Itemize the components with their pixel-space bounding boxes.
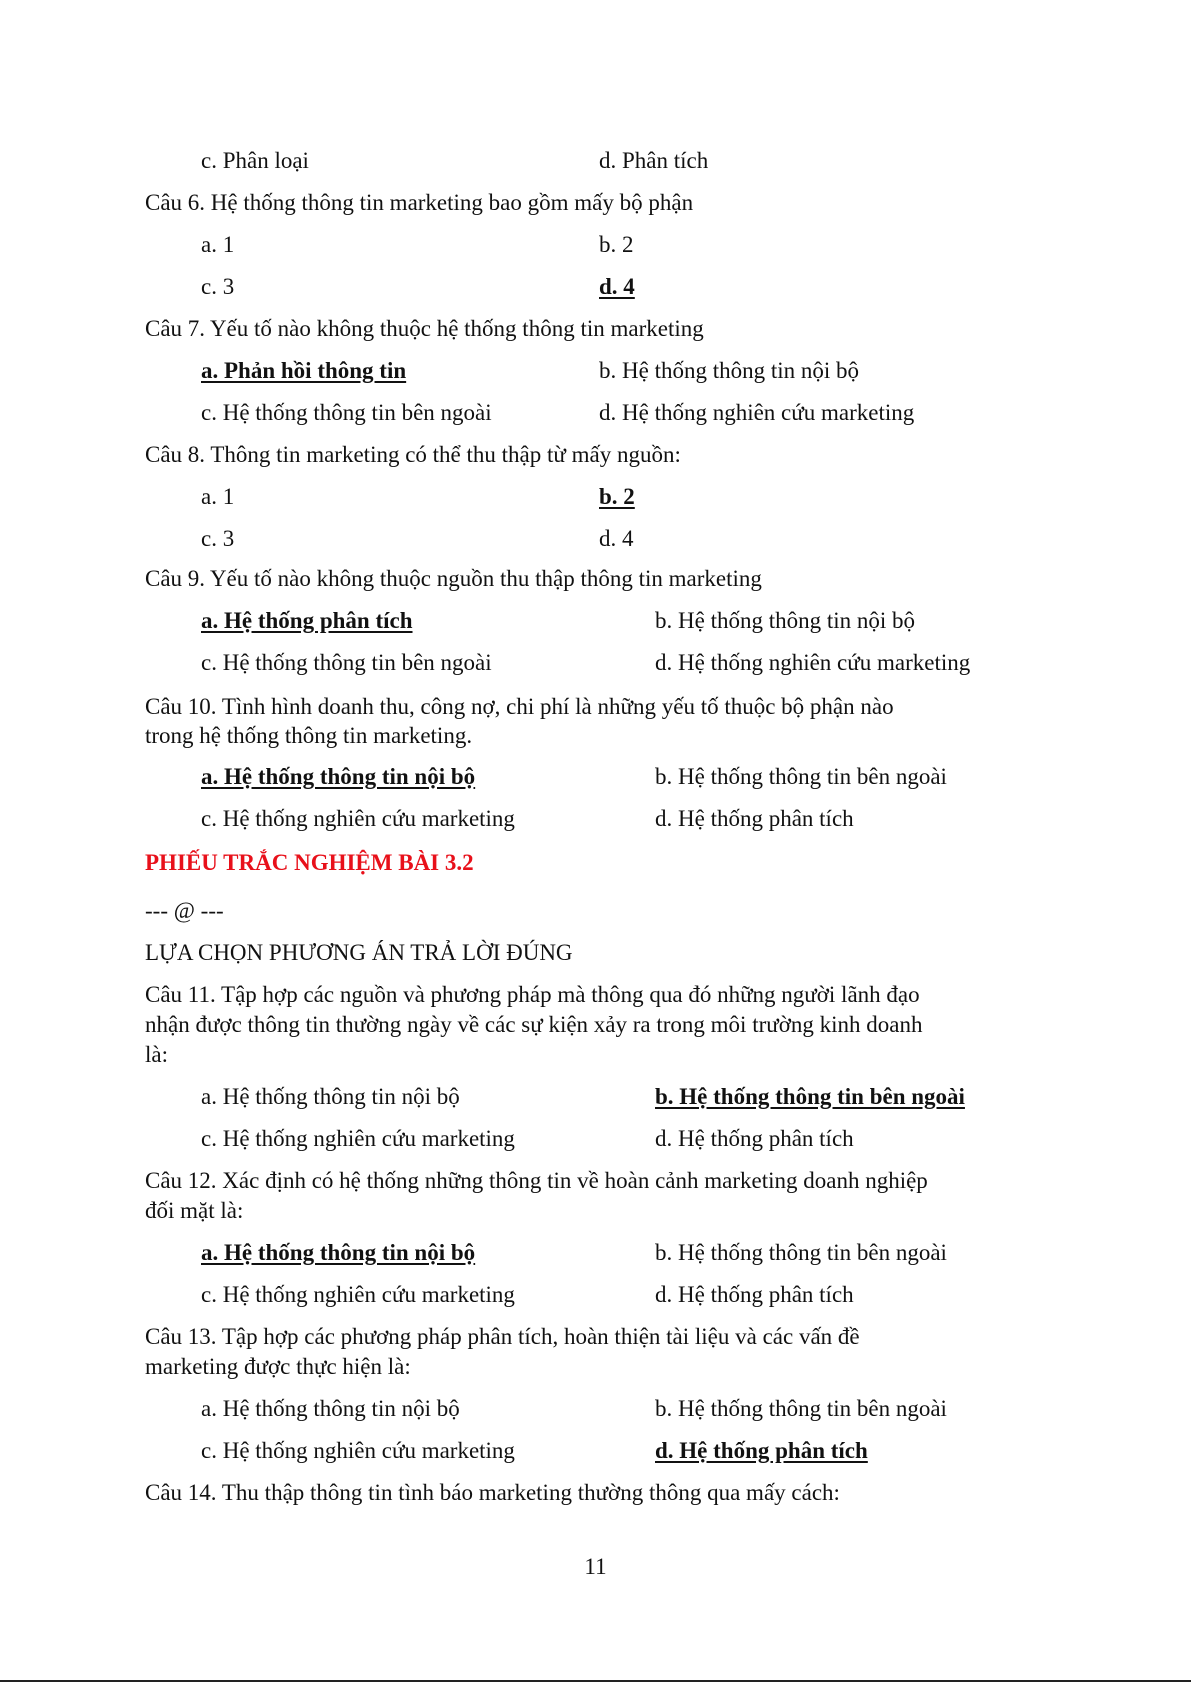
- q12-option-d: d. Hệ thống phân tích: [655, 1282, 854, 1307]
- q6-option-d-correct: d. 4: [599, 274, 635, 299]
- q5-option-d: d. Phân tích: [599, 148, 709, 173]
- q10-option-b: b. Hệ thống thông tin bên ngoài: [655, 764, 947, 789]
- q13-option-d-correct: d. Hệ thống phân tích: [655, 1438, 868, 1463]
- q6-question: Câu 6. Hệ thống thông tin marketing bao gồm mấy bộ phận: [145, 190, 694, 215]
- q8-option-b-correct: b. 2: [599, 484, 635, 509]
- section-instruction: LỰA CHỌN PHƯƠNG ÁN TRẢ LỜI ĐÚNG: [145, 940, 573, 965]
- q6-option-b: b. 2: [599, 232, 634, 257]
- q12-question-line-2: đối mặt là:: [145, 1198, 244, 1223]
- q9-option-d: d. Hệ thống nghiên cứu marketing: [655, 650, 971, 675]
- q11-option-d: d. Hệ thống phân tích: [655, 1126, 854, 1151]
- q12-option-c: c. Hệ thống nghiên cứu marketing: [201, 1282, 515, 1307]
- q9-option-a-correct: a. Hệ thống phân tích: [201, 608, 413, 633]
- q5-option-c: c. Phân loại: [201, 148, 309, 173]
- q11-question-line-1: Câu 11. Tập hợp các nguồn và phương pháp mà thông qua đó những người lãnh đạo: [145, 982, 920, 1007]
- q12-option-a-correct: a. Hệ thống thông tin nội bộ: [201, 1240, 476, 1265]
- q13-option-b: b. Hệ thống thông tin bên ngoài: [655, 1396, 947, 1421]
- q11-option-a: a. Hệ thống thông tin nội bộ: [201, 1084, 460, 1109]
- q13-question-line-1: Câu 13. Tập hợp các phương pháp phân tích, hoàn thiện tài liệu và các vấn đề: [145, 1324, 860, 1349]
- section-separator: --- @ ---: [145, 898, 224, 923]
- q7-question: Câu 7. Yếu tố nào không thuộc hệ thống thông tin marketing: [145, 316, 704, 341]
- page-number: 11: [584, 1554, 607, 1579]
- bottom-rule: [0, 1680, 1191, 1682]
- q11-option-b-correct: b. Hệ thống thông tin bên ngoài: [655, 1084, 965, 1109]
- q13-question-line-2: marketing được thực hiện là:: [145, 1354, 411, 1379]
- q12-question-line-1: Câu 12. Xác định có hệ thống những thông tin về hoàn cảnh marketing doanh nghiệp: [145, 1168, 928, 1193]
- q10-option-d: d. Hệ thống phân tích: [655, 806, 854, 831]
- q8-option-d: d. 4: [599, 526, 634, 551]
- q9-option-c: c. Hệ thống thông tin bên ngoài: [201, 650, 492, 675]
- q7-option-b: b. Hệ thống thông tin nội bộ: [599, 358, 860, 383]
- q12-option-b: b. Hệ thống thông tin bên ngoài: [655, 1240, 947, 1265]
- q10-question-line-1: Câu 10. Tình hình doanh thu, công nợ, chi phí là những yếu tố thuộc bộ phận nào: [145, 694, 894, 719]
- q11-option-c: c. Hệ thống nghiên cứu marketing: [201, 1126, 515, 1151]
- q8-option-c: c. 3: [201, 526, 235, 551]
- q13-option-c: c. Hệ thống nghiên cứu marketing: [201, 1438, 515, 1463]
- q7-option-c: c. Hệ thống thông tin bên ngoài: [201, 400, 492, 425]
- q14-question: Câu 14. Thu thập thông tin tình báo marketing thường thông qua mấy cách:: [145, 1480, 840, 1505]
- q6-option-c: c. 3: [201, 274, 235, 299]
- q11-question-line-3: là:: [145, 1042, 168, 1067]
- q10-option-c: c. Hệ thống nghiên cứu marketing: [201, 806, 515, 831]
- q10-question-line-2: trong hệ thống thông tin marketing.: [145, 723, 473, 748]
- q13-option-a: a. Hệ thống thông tin nội bộ: [201, 1396, 460, 1421]
- q10-option-a-correct: a. Hệ thống thông tin nội bộ: [201, 764, 476, 789]
- q7-option-d: d. Hệ thống nghiên cứu marketing: [599, 400, 915, 425]
- section-title: PHIẾU TRẮC NGHIỆM BÀI 3.2: [145, 850, 474, 875]
- q11-question-line-2: nhận được thông tin thường ngày về các sự kiện xảy ra trong môi trường kinh doanh: [145, 1012, 923, 1037]
- q9-option-b: b. Hệ thống thông tin nội bộ: [655, 608, 916, 633]
- q9-question: Câu 9. Yếu tố nào không thuộc nguồn thu thập thông tin marketing: [145, 566, 762, 591]
- q8-option-a: a. 1: [201, 484, 235, 509]
- q8-question: Câu 8. Thông tin marketing có thể thu thập từ mấy nguồn:: [145, 442, 681, 467]
- q6-option-a: a. 1: [201, 232, 235, 257]
- q7-option-a-correct: a. Phản hồi thông tin: [201, 358, 407, 383]
